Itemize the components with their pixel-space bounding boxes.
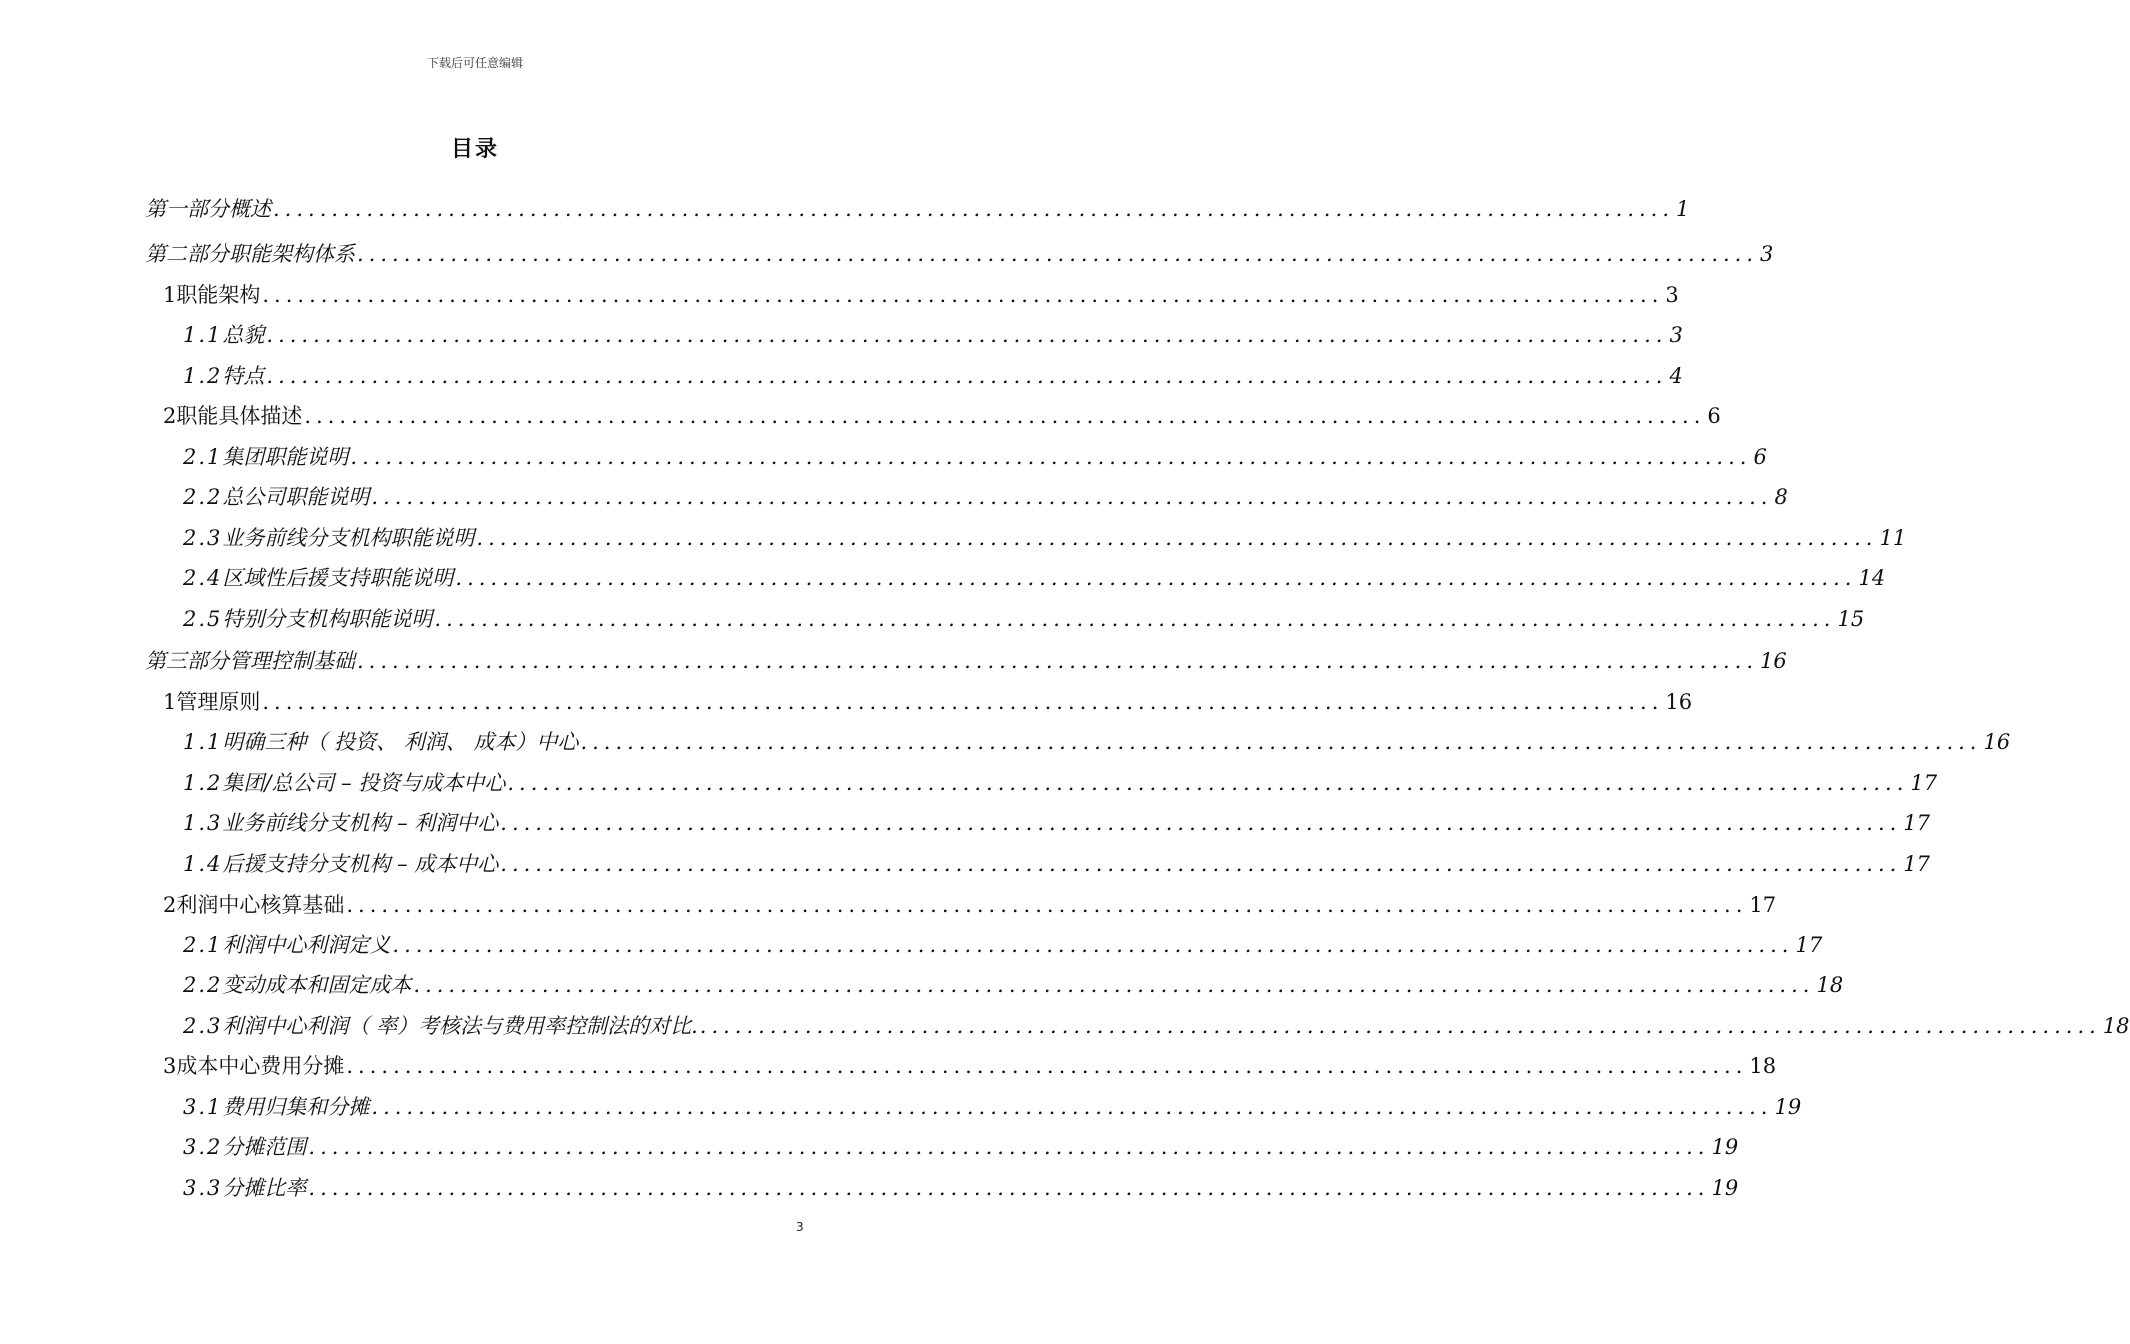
toc-entry-label: 总貌 [222, 323, 265, 347]
toc-entry-number: 1.2 [183, 771, 223, 795]
toc-entry-number: 2.1 [183, 933, 223, 957]
toc-entry-label: 区域性后援支持职能说明 [222, 566, 454, 590]
toc-entry[interactable] [183, 806, 1931, 840]
toc-entry-page: 18 [1816, 973, 1844, 997]
toc-entry[interactable] [163, 399, 1721, 433]
toc-entry-label: 费用归集和分摊 [222, 1095, 370, 1119]
toc-entry-page: 18 [2102, 1014, 2130, 1038]
toc-dot-leader: ........................................................................................................................ [350, 445, 1752, 469]
toc-entry-label: 明确三种（ 投资、 利润、 成本）中心 [222, 730, 579, 754]
toc-entry-page: 16 [1983, 730, 2011, 754]
toc-entry-number: 3.3 [183, 1176, 223, 1200]
toc-dot-leader: ........................................................................................................................ [357, 242, 1759, 266]
toc-entry-label: 后援支持分支机构 – 成本中心 [222, 852, 499, 876]
toc-entry[interactable] [145, 644, 1787, 678]
toc-entry-number: 2.3 [183, 1014, 223, 1038]
toc-entry-label: 利润中心核算基础 [176, 893, 345, 917]
toc-entry[interactable] [183, 1171, 1739, 1205]
toc-entry-number: 2.2 [183, 485, 223, 509]
toc-entry-label: 业务前线分支机构职能说明 [222, 526, 475, 550]
toc-entry-number: 2.2 [183, 973, 223, 997]
toc-entry-label: 利润中心利润（ 率）考核法与费用率控制法的对比. [222, 1014, 698, 1038]
toc-entry-number: 2.3 [183, 526, 223, 550]
toc-entry-page: 17 [1903, 852, 1931, 876]
toc-entry-page: 14 [1858, 566, 1886, 590]
toc-entry[interactable] [183, 440, 1767, 474]
toc-dot-leader: ........................................................................................................................ [266, 364, 1668, 388]
toc-entry-page: 18 [1749, 1054, 1777, 1078]
toc-dot-leader: ........................................................................................................................ [371, 485, 1773, 509]
toc-dot-leader: ........................................................................................................................ [262, 690, 1664, 714]
toc-entry-number: 2 [163, 893, 177, 917]
toc-entry-number: 1 [163, 283, 177, 307]
toc-entry-number: 1.3 [183, 811, 223, 835]
toc-entry-number: 2.5 [183, 607, 223, 631]
toc-entry[interactable] [183, 1090, 1802, 1124]
toc-entry-page: 3 [1760, 242, 1774, 266]
toc-entry-label: 利润中心利润定义 [222, 933, 391, 957]
toc-entry[interactable] [163, 278, 1679, 312]
toc-entry-number: 第三部分 [145, 649, 229, 673]
toc-dot-leader: ........................................................................................................................ [392, 933, 1794, 957]
toc-entry-label: 变动成本和固定成本 [222, 973, 412, 997]
toc-entry-label: 分摊比率 [222, 1176, 307, 1200]
toc-entry-number: 1 [163, 690, 177, 714]
toc-dot-leader: ........................................................................................................................ [357, 649, 1759, 673]
toc-entry-label: 职能架构体系 [229, 242, 355, 266]
toc-dot-leader: ........................................................................................................................ [262, 283, 1664, 307]
toc-entry[interactable] [163, 888, 1777, 922]
toc-dot-leader: ........................................................................................................................ [455, 566, 1857, 590]
toc-dot-leader: ........................................................................................................................ [304, 404, 1706, 428]
toc-entry-label: 集团职能说明 [222, 445, 349, 469]
toc-entry-page: 6 [1753, 445, 1767, 469]
toc-entry[interactable] [183, 359, 1683, 393]
toc-entry-page: 19 [1774, 1095, 1802, 1119]
toc-entry-page: 8 [1774, 485, 1788, 509]
toc-entry-number: 1.2 [183, 364, 223, 388]
toc-entry-number: 1.4 [183, 852, 223, 876]
page-number: 3 [796, 1220, 804, 1234]
toc-entry[interactable] [183, 318, 1683, 352]
toc-dot-leader: ........................................................................................................................ [273, 197, 1675, 221]
toc-entry[interactable] [183, 928, 1823, 962]
toc-entry-number: 1.1 [183, 730, 223, 754]
toc-entry[interactable] [183, 766, 1938, 800]
toc-entry-number: 3.2 [183, 1135, 223, 1159]
toc-entry[interactable] [183, 1009, 2130, 1043]
toc-entry-page: 16 [1665, 690, 1693, 714]
toc-entry-label: 管理控制基础 [229, 649, 355, 673]
toc-entry-page: 17 [1910, 771, 1938, 795]
toc-entry-label: 分摊范围 [222, 1135, 307, 1159]
toc-entry-page: 19 [1711, 1135, 1739, 1159]
toc-entry-page: 4 [1669, 364, 1683, 388]
toc-entry[interactable] [183, 968, 1844, 1002]
toc-entry-number: 2.1 [183, 445, 223, 469]
toc-dot-leader: ........................................................................................................................ [371, 1095, 1773, 1119]
toc-dot-leader: ........................................................................................................................ [434, 607, 1836, 631]
toc-entry-page: 1 [1676, 197, 1690, 221]
toc-entry[interactable] [145, 192, 1690, 226]
toc-entry[interactable] [145, 237, 1774, 271]
toc-entry[interactable] [163, 1049, 1777, 1083]
toc-dot-leader: ........................................................................................................................ [699, 1014, 2101, 1038]
toc-entry[interactable] [183, 602, 1865, 636]
toc-entry-page: 3 [1665, 283, 1679, 307]
page-title: 目录 [450, 137, 499, 162]
toc-entry-page: 17 [1749, 893, 1777, 917]
toc-entry-page: 3 [1669, 323, 1683, 347]
toc-dot-leader: ........................................................................................................................ [346, 893, 1748, 917]
toc-entry[interactable] [183, 725, 2011, 759]
toc-entry-label: 概述 [229, 197, 271, 221]
toc-entry-page: 16 [1760, 649, 1787, 673]
toc-entry-label: 特点 [222, 364, 265, 388]
toc-entry[interactable] [163, 685, 1693, 719]
toc-entry-label: 职能架构 [176, 283, 261, 307]
toc-dot-leader: ........................................................................................................................ [346, 1054, 1748, 1078]
toc-entry[interactable] [183, 847, 1931, 881]
toc-entry-number: 第二部分 [145, 242, 229, 266]
toc-dot-leader: ........................................................................................................................ [507, 771, 1909, 795]
toc-dot-leader: ........................................................................................................................ [500, 811, 1902, 835]
toc-dot-leader: ........................................................................................................................ [266, 323, 1668, 347]
toc-entry-label: 成本中心费用分摊 [176, 1054, 345, 1078]
toc-dot-leader: ........................................................................................................................ [413, 973, 1815, 997]
toc-entry-page: 17 [1903, 811, 1931, 835]
toc-entry[interactable] [183, 521, 1907, 555]
toc-entry-number: 1.1 [183, 323, 223, 347]
toc-entry-label: 管理原则 [176, 690, 261, 714]
toc-entry[interactable] [183, 561, 1886, 595]
toc-dot-leader: ........................................................................................................................ [580, 730, 1982, 754]
toc-entry[interactable] [183, 480, 1788, 514]
toc-entry-page: 6 [1707, 404, 1721, 428]
toc-entry-number: 3 [163, 1054, 177, 1078]
toc-entry-label: 集团/总公司 – 投资与成本中心 [222, 771, 506, 795]
toc-entry-page: 19 [1711, 1176, 1739, 1200]
toc-dot-leader: ........................................................................................................................ [500, 852, 1902, 876]
toc-dot-leader: ........................................................................................................................ [308, 1176, 1710, 1200]
toc-entry-label: 总公司职能说明 [222, 485, 370, 509]
toc-entry-number: 第一部分 [145, 197, 229, 221]
toc-entry-label: 业务前线分支机构 – 利润中心 [222, 811, 499, 835]
header-note: 下载后可任意编辑 [426, 56, 523, 70]
toc-entry-number: 3.1 [183, 1095, 223, 1119]
toc-entry-number: 2.4 [183, 566, 223, 590]
toc-entry-page: 11 [1879, 526, 1907, 550]
toc-dot-leader: ........................................................................................................................ [308, 1135, 1710, 1159]
toc-entry-label: 职能具体描述 [176, 404, 303, 428]
toc-entry-number: 2 [163, 404, 177, 428]
toc-entry[interactable] [183, 1130, 1739, 1164]
toc-dot-leader: ........................................................................................................................ [476, 526, 1878, 550]
toc-entry-page: 15 [1837, 607, 1865, 631]
toc-entry-label: 特别分支机构职能说明 [222, 607, 433, 631]
toc-entry-page: 17 [1795, 933, 1823, 957]
